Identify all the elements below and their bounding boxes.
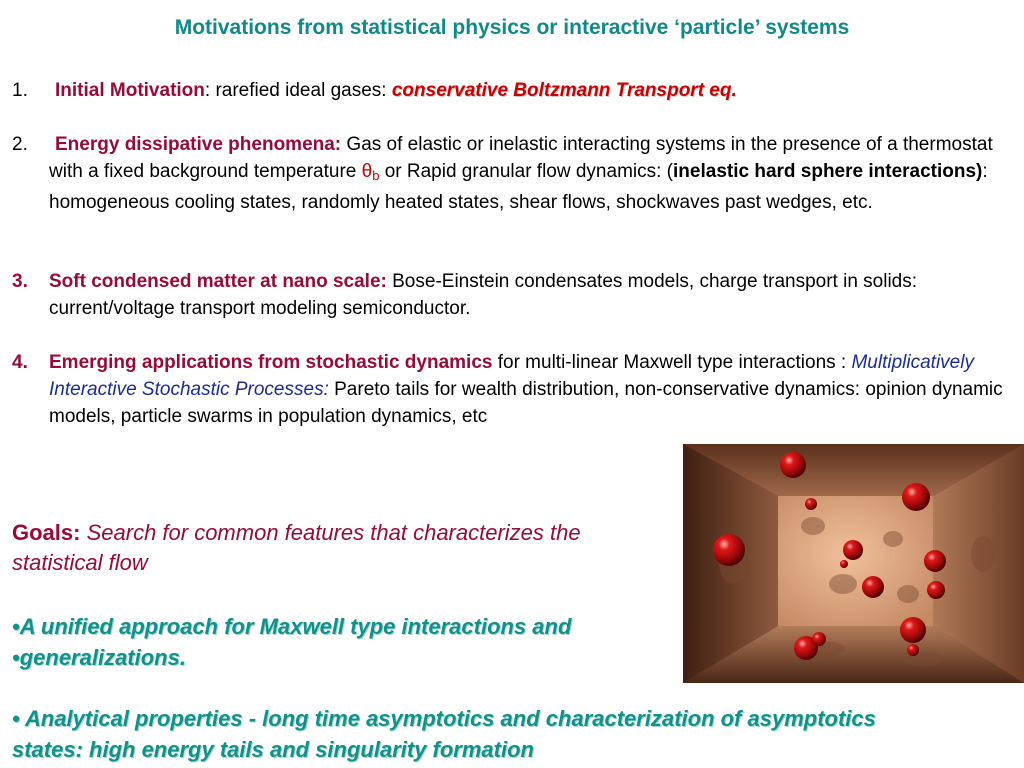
item-number: 3. [12, 271, 28, 292]
item-heading: Soft condensed matter at nano scale: [49, 271, 387, 292]
list-item-3 [12, 268, 1012, 322]
item-number: 2. [12, 134, 28, 155]
goals-label: Goals [12, 520, 74, 545]
theta-symbol: θ [361, 161, 373, 182]
boltzmann-emphasis: conservative Boltzmann Transport eq. [391, 80, 737, 101]
item-text: Gas of elastic or inelastic interacting systems in the presence of a thermostat with a fixed background temperature [49, 134, 993, 182]
item-text: : homogeneous cooling states, randomly heated states, shear flows, shockwaves past wedges, etc. [49, 161, 988, 213]
bullet-generalizations: •generalizations. [12, 645, 186, 670]
particle-box-illustration [683, 444, 1024, 683]
goals-section [12, 518, 672, 578]
list-item-2 [12, 131, 1012, 216]
item-bold-text: inelastic hard sphere interactions) [673, 161, 983, 182]
theta-subscript: b [372, 168, 380, 183]
item-text: Bose-Einstein condensates models, charge transport in solids: current/voltage transport modeling semiconductor. [49, 271, 918, 319]
bullet-analytical-properties: • Analytical properties - long time asymptotics and characterization of asymptotics states: high energy tails and singularity formation [12, 706, 876, 762]
list-item-1 [12, 77, 1012, 104]
goals-colon: : [73, 520, 87, 545]
item-text: or Rapid granular flow dynamics: ( [379, 161, 674, 182]
item-heading: Emerging applications from stochastic dynamics [49, 352, 493, 373]
goals-text: Search for common features that characterizes the statistical flow [12, 520, 581, 575]
item-number: 1. [12, 80, 28, 101]
item-text: : rarefied ideal gases: [204, 80, 392, 101]
bullet-unified-approach: •A unified approach for Maxwell type interactions and [12, 614, 572, 639]
slide-title: Motivations from statistical physics or interactive ‘particle’ systems [174, 16, 850, 39]
item-heading: Initial Motivation [55, 80, 205, 101]
item-heading: Energy dissipative phenomena: [55, 134, 342, 155]
item-italic-text: Multiplicatively Interactive Stochastic Processes: [49, 352, 974, 400]
item-text: for multi-linear Maxwell type interactions : [492, 352, 852, 373]
item-text: Pareto tails for wealth distribution, non-conservative dynamics: opinion dynamic models, particle swarms in population dynamics, etc [49, 379, 1003, 427]
list-item-4 [12, 349, 1012, 430]
item-number: 4. [12, 352, 28, 373]
